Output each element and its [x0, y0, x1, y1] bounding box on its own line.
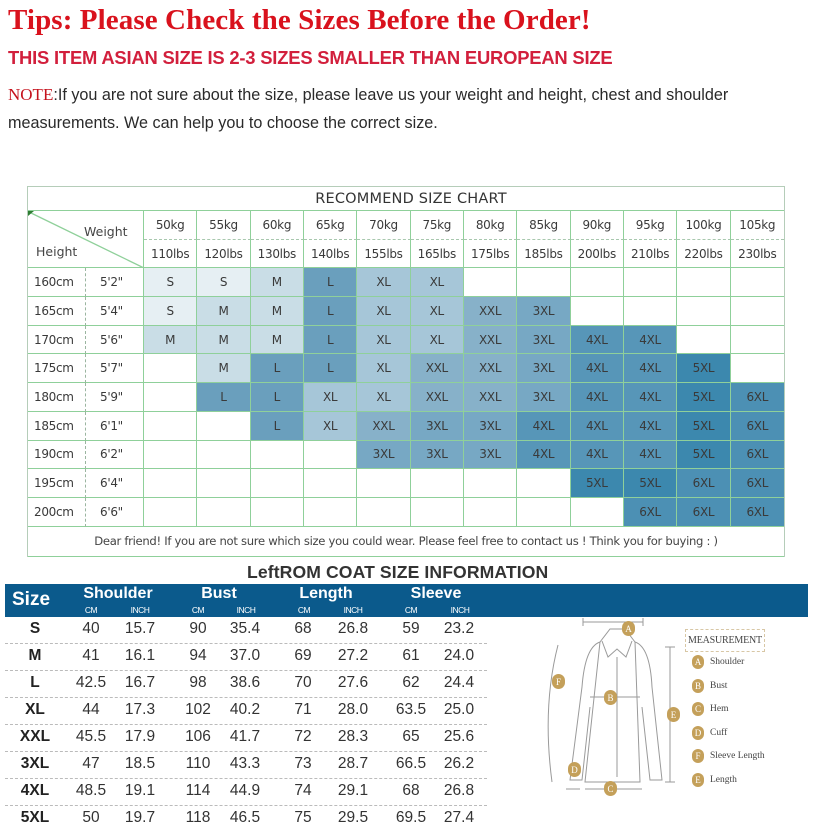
badge-b-icon: B — [604, 690, 617, 705]
size-cell: L — [251, 383, 304, 412]
size-cell: XXL — [411, 354, 464, 383]
measurement-value: 27.6 — [337, 674, 369, 691]
size-cell — [197, 498, 250, 527]
size-cell: 4XL — [517, 441, 570, 470]
size-label: M — [28, 647, 42, 664]
measurement-value: 19.1 — [124, 782, 156, 799]
note-key: NOTE — [8, 85, 54, 104]
measurement-value: 50 — [82, 809, 100, 826]
size-cell — [304, 441, 357, 470]
measurement-value: 28.0 — [337, 701, 369, 718]
size-cell — [357, 498, 410, 527]
size-cell: XL — [411, 297, 464, 326]
measurement-value: 16.7 — [124, 674, 156, 691]
size-label: L — [30, 674, 40, 691]
measurement-value: 27.2 — [337, 647, 369, 664]
measurement-value: 69.5 — [395, 809, 427, 826]
height-cm-label: 165cm — [28, 297, 86, 326]
measurement-value: 26.2 — [443, 755, 475, 772]
recommend-size-chart — [27, 186, 785, 557]
size-cell — [517, 498, 570, 527]
measurement-value: 25.0 — [443, 701, 475, 718]
weight-kg-header: 55kg — [197, 211, 250, 240]
height-axis-label: Height — [36, 244, 78, 259]
measurement-value: 110 — [185, 755, 211, 772]
tips-title: Tips: Please Check the Sizes Before the Order! — [8, 4, 591, 36]
measurement-value: 28.7 — [337, 755, 369, 772]
legend-item — [692, 655, 744, 669]
unit-cm: CM — [84, 605, 98, 615]
measurement-value: 40 — [82, 620, 100, 637]
recommend-chart-title: RECOMMEND SIZE CHART — [315, 191, 507, 207]
size-label: 4XL — [20, 782, 50, 799]
size-cell: 4XL — [624, 326, 677, 355]
size-cell — [144, 354, 197, 383]
measurement-value: 65 — [402, 728, 420, 745]
size-cell: 6XL — [677, 498, 730, 527]
size-cell: 4XL — [571, 383, 624, 412]
measurement-value: 61 — [402, 647, 420, 664]
size-cell — [411, 498, 464, 527]
measurement-value: 27.4 — [443, 809, 475, 826]
size-label: S — [29, 620, 41, 637]
weight-lbs-header: 230lbs — [731, 240, 784, 269]
measurement-value: 26.8 — [337, 620, 369, 637]
coat-table-header — [5, 584, 808, 617]
measurement-value: 74 — [294, 782, 312, 799]
size-cell — [464, 498, 517, 527]
size-cell: 3XL — [411, 441, 464, 470]
height-ft-label: 5'7" — [86, 354, 144, 383]
size-cell: M — [144, 326, 197, 355]
unit-cm: CM — [404, 605, 418, 615]
legend-badge-icon: D — [692, 726, 704, 740]
weight-kg-header: 80kg — [464, 211, 517, 240]
measurement-value: 62 — [402, 674, 420, 691]
size-cell: L — [304, 268, 357, 297]
size-cell — [571, 268, 624, 297]
size-cell: L — [251, 412, 304, 441]
height-ft-label: 6'2" — [86, 441, 144, 470]
measurement-value: 70 — [294, 674, 312, 691]
size-column-header: Size — [12, 589, 51, 610]
height-ft-label: 6'1" — [86, 412, 144, 441]
weight-kg-header: 75kg — [411, 211, 464, 240]
unit-inch: INCH — [236, 605, 256, 615]
legend-item — [692, 773, 737, 787]
coat-size-row — [5, 617, 487, 644]
legend-label: Sleeve Length — [710, 751, 765, 761]
size-cell — [624, 268, 677, 297]
measurement-value: 19.7 — [124, 809, 156, 826]
legend-item — [692, 726, 727, 740]
size-cell: 3XL — [411, 412, 464, 441]
size-cell: 5XL — [677, 412, 730, 441]
height-ft-label: 5'9" — [86, 383, 144, 412]
weight-kg-header: 100kg — [677, 211, 730, 240]
height-ft-label: 6'4" — [86, 469, 144, 498]
size-cell: L — [197, 383, 250, 412]
size-cell: XXL — [464, 383, 517, 412]
height-cm-label: 190cm — [28, 441, 86, 470]
measurement-value: 25.6 — [443, 728, 475, 745]
weight-lbs-header: 165lbs — [411, 240, 464, 269]
unit-inch: INCH — [450, 605, 470, 615]
size-cell: 3XL — [517, 297, 570, 326]
measurement-value: 106 — [185, 728, 211, 745]
measurement-value: 118 — [185, 809, 211, 826]
measurement-value: 18.5 — [124, 755, 156, 772]
size-cell: XL — [411, 268, 464, 297]
height-cm-label: 195cm — [28, 469, 86, 498]
measurement-value: 94 — [189, 647, 207, 664]
measurement-value: 46.5 — [229, 809, 261, 826]
size-cell: 3XL — [464, 412, 517, 441]
size-cell: L — [304, 297, 357, 326]
height-cm-label: 170cm — [28, 326, 86, 355]
weight-axis-label: Weight — [84, 224, 128, 239]
size-cell: M — [197, 354, 250, 383]
size-cell — [411, 469, 464, 498]
measurement-value: 23.2 — [443, 620, 475, 637]
weight-lbs-header: 175lbs — [464, 240, 517, 269]
badge-a-icon: A — [622, 621, 635, 636]
size-cell: XL — [411, 326, 464, 355]
measurement-value: 69 — [294, 647, 312, 664]
measurement-value: 28.3 — [337, 728, 369, 745]
size-cell: XL — [357, 297, 410, 326]
measurement-value: 66.5 — [395, 755, 427, 772]
size-cell — [144, 383, 197, 412]
size-cell: M — [251, 297, 304, 326]
size-cell: 3XL — [517, 383, 570, 412]
measurement-value: 102 — [185, 701, 211, 718]
legend-badge-icon: E — [692, 773, 704, 787]
size-cell: XL — [357, 354, 410, 383]
legend-label: Bust — [710, 680, 728, 691]
weight-lbs-header: 110lbs — [144, 240, 197, 269]
height-cm-label: 175cm — [28, 354, 86, 383]
badge-f-icon: F — [552, 674, 565, 689]
note-text-1: :If you are not sure about the size, please leave us your weight and height, chest and shoulder — [53, 86, 729, 104]
size-cell: XXL — [464, 297, 517, 326]
legend-label: Shoulder — [710, 657, 745, 667]
recommend-chart-grid — [28, 210, 784, 557]
measurement-value: 48.5 — [75, 782, 107, 799]
diagonal-divider-icon — [28, 211, 144, 268]
size-cell — [731, 268, 784, 297]
badge-c-icon: C — [604, 781, 617, 796]
size-label: XL — [25, 701, 45, 718]
legend-item — [692, 749, 765, 763]
size-cell — [677, 297, 730, 326]
unit-inch: INCH — [343, 605, 363, 615]
size-cell: XXL — [411, 383, 464, 412]
weight-kg-header: 50kg — [144, 211, 197, 240]
size-cell — [357, 469, 410, 498]
coat-size-row — [5, 779, 487, 806]
measurement-value: 35.4 — [229, 620, 261, 637]
size-cell — [251, 469, 304, 498]
measurement-value: 17.3 — [124, 701, 156, 718]
unit-cm: CM — [297, 605, 311, 615]
contact-note: Dear friend! If you are not sure which size you could wear. Please feel free to contact us ! Think you for buying : ) — [28, 527, 784, 557]
size-cell: 4XL — [517, 412, 570, 441]
measurement-value: 42.5 — [75, 674, 107, 691]
size-cell: M — [197, 326, 250, 355]
size-cell: 4XL — [624, 383, 677, 412]
size-cell: L — [251, 354, 304, 383]
weight-lbs-header: 155lbs — [357, 240, 410, 269]
legend-badge-icon: B — [692, 679, 704, 693]
measurement-value: 72 — [294, 728, 312, 745]
size-cell: XL — [304, 383, 357, 412]
size-cell: XXL — [357, 412, 410, 441]
measurement-value: 43.3 — [229, 755, 261, 772]
size-cell — [251, 498, 304, 527]
height-cm-label: 200cm — [28, 498, 86, 527]
size-cell: XL — [357, 326, 410, 355]
shoulder-header: Shoulder — [83, 585, 153, 602]
size-cell — [731, 354, 784, 383]
measurement-value: 63.5 — [395, 701, 427, 718]
unit-inch: INCH — [130, 605, 150, 615]
badge-e-icon: E — [667, 707, 680, 722]
size-cell — [144, 469, 197, 498]
measurement-value: 114 — [185, 782, 211, 799]
weight-lbs-header: 200lbs — [571, 240, 624, 269]
size-cell: 3XL — [517, 354, 570, 383]
coat-size-row — [5, 671, 487, 698]
size-cell: XXL — [464, 326, 517, 355]
size-cell — [144, 441, 197, 470]
size-cell — [197, 412, 250, 441]
height-ft-label: 5'2" — [86, 268, 144, 297]
size-cell — [571, 297, 624, 326]
height-cm-label: 160cm — [28, 268, 86, 297]
weight-lbs-header: 140lbs — [304, 240, 357, 269]
size-cell: XL — [357, 268, 410, 297]
size-cell — [304, 498, 357, 527]
weight-kg-header: 60kg — [251, 211, 304, 240]
size-cell: 5XL — [677, 441, 730, 470]
legend-badge-icon: C — [692, 702, 704, 716]
measurement-value: 29.5 — [337, 809, 369, 826]
legend-item — [692, 702, 728, 716]
size-cell — [144, 498, 197, 527]
measurement-value: 40.2 — [229, 701, 261, 718]
size-cell — [731, 326, 784, 355]
weight-kg-header: 90kg — [571, 211, 624, 240]
size-cell — [731, 297, 784, 326]
size-label: 3XL — [20, 755, 50, 772]
size-cell: 3XL — [357, 441, 410, 470]
measurement-value: 16.1 — [124, 647, 156, 664]
coat-size-title: LeftROM COAT SIZE INFORMATION — [247, 562, 549, 582]
height-ft-label: 5'4" — [86, 297, 144, 326]
height-weight-corner — [28, 211, 144, 268]
height-ft-label: 5'6" — [86, 326, 144, 355]
measurement-value: 71 — [294, 701, 312, 718]
measurement-diagram — [530, 617, 815, 815]
legend-item — [692, 679, 727, 693]
sleeve-header: Sleeve — [410, 585, 462, 602]
coat-size-row — [5, 698, 487, 725]
size-cell: 4XL — [624, 412, 677, 441]
weight-lbs-header: 185lbs — [517, 240, 570, 269]
size-cell: L — [304, 354, 357, 383]
coat-size-row — [5, 752, 487, 779]
measurement-value: 47 — [82, 755, 100, 772]
coat-size-row — [5, 806, 487, 832]
length-header: Length — [299, 585, 353, 602]
weight-kg-header: 105kg — [731, 211, 784, 240]
size-cell: S — [197, 268, 250, 297]
size-cell — [464, 268, 517, 297]
size-cell: S — [144, 268, 197, 297]
size-cell: XL — [357, 383, 410, 412]
size-cell: 5XL — [677, 383, 730, 412]
weight-kg-header: 85kg — [517, 211, 570, 240]
size-cell: M — [251, 326, 304, 355]
weight-kg-header: 70kg — [357, 211, 410, 240]
measurement-value: 44 — [82, 701, 100, 718]
size-cell: 6XL — [731, 441, 784, 470]
bust-header: Bust — [201, 585, 237, 602]
size-cell: 5XL — [624, 469, 677, 498]
height-ft-label: 6'6" — [86, 498, 144, 527]
size-cell: 6XL — [731, 469, 784, 498]
weight-lbs-header: 120lbs — [197, 240, 250, 269]
measurement-value: 15.7 — [124, 620, 156, 637]
size-cell: 6XL — [731, 412, 784, 441]
measurement-value: 45.5 — [75, 728, 107, 745]
badge-d-icon: D — [568, 762, 581, 777]
weight-lbs-header: 130lbs — [251, 240, 304, 269]
measurement-value: 17.9 — [124, 728, 156, 745]
size-cell: M — [197, 297, 250, 326]
size-cell — [517, 469, 570, 498]
weight-kg-header: 65kg — [304, 211, 357, 240]
size-cell: XL — [304, 412, 357, 441]
measurement-value: 38.6 — [229, 674, 261, 691]
size-cell: 5XL — [571, 469, 624, 498]
size-cell: 4XL — [571, 354, 624, 383]
size-cell: S — [144, 297, 197, 326]
measurement-value: 24.0 — [443, 647, 475, 664]
size-cell: 4XL — [571, 441, 624, 470]
size-label: 5XL — [20, 809, 50, 826]
measurement-value: 24.4 — [443, 674, 475, 691]
measurement-value: 73 — [294, 755, 312, 772]
size-cell: L — [304, 326, 357, 355]
size-label: XXL — [19, 728, 51, 745]
coat-size-row — [5, 644, 487, 671]
weight-kg-header: 95kg — [624, 211, 677, 240]
size-cell: 3XL — [464, 441, 517, 470]
measurement-value: 68 — [402, 782, 420, 799]
size-cell — [677, 326, 730, 355]
size-cell: M — [251, 268, 304, 297]
size-cell — [517, 268, 570, 297]
height-cm-label: 180cm — [28, 383, 86, 412]
weight-lbs-header: 210lbs — [624, 240, 677, 269]
measurement-value: 41 — [82, 647, 100, 664]
size-cell — [251, 441, 304, 470]
measurement-value: 90 — [189, 620, 207, 637]
measurement-value: 37.0 — [229, 647, 261, 664]
unit-cm: CM — [191, 605, 205, 615]
size-cell: 6XL — [731, 383, 784, 412]
size-cell — [304, 469, 357, 498]
legend-label: Cuff — [710, 727, 728, 738]
measurement-label: MEASUREMENT — [685, 629, 765, 652]
size-cell — [624, 297, 677, 326]
size-cell: 4XL — [571, 412, 624, 441]
measurement-value: 98 — [189, 674, 207, 691]
measurement-value: 68 — [294, 620, 312, 637]
measurement-value: 26.8 — [443, 782, 475, 799]
legend-label: Length — [710, 774, 737, 785]
asian-size-warning: THIS ITEM ASIAN SIZE IS 2-3 SIZES SMALLER THAN EUROPEAN SIZE — [8, 47, 613, 68]
size-cell — [197, 469, 250, 498]
weight-lbs-header: 220lbs — [677, 240, 730, 269]
coat-size-table — [5, 617, 487, 832]
size-cell: 4XL — [571, 326, 624, 355]
size-cell — [464, 469, 517, 498]
legend-label: Hem — [710, 704, 729, 714]
size-cell: 6XL — [677, 469, 730, 498]
size-cell — [571, 498, 624, 527]
legend-badge-icon: A — [692, 655, 704, 669]
size-cell: 4XL — [624, 441, 677, 470]
measurement-value: 44.9 — [229, 782, 261, 799]
size-cell — [197, 441, 250, 470]
size-cell: 6XL — [624, 498, 677, 527]
size-cell: 5XL — [677, 354, 730, 383]
legend-badge-icon: F — [692, 749, 704, 763]
size-cell: 6XL — [731, 498, 784, 527]
size-cell — [144, 412, 197, 441]
measurement-value: 29.1 — [337, 782, 369, 799]
size-cell: 4XL — [624, 354, 677, 383]
measurement-value: 41.7 — [229, 728, 261, 745]
note-line-1 — [8, 85, 728, 105]
height-cm-label: 185cm — [28, 412, 86, 441]
note-line-2: measurements. We can help you to choose the correct size. — [8, 114, 438, 132]
measurement-value: 75 — [294, 809, 312, 826]
size-cell — [677, 268, 730, 297]
size-cell: 3XL — [517, 326, 570, 355]
size-cell: XXL — [464, 354, 517, 383]
measurement-value: 59 — [402, 620, 420, 637]
coat-size-row — [5, 725, 487, 752]
